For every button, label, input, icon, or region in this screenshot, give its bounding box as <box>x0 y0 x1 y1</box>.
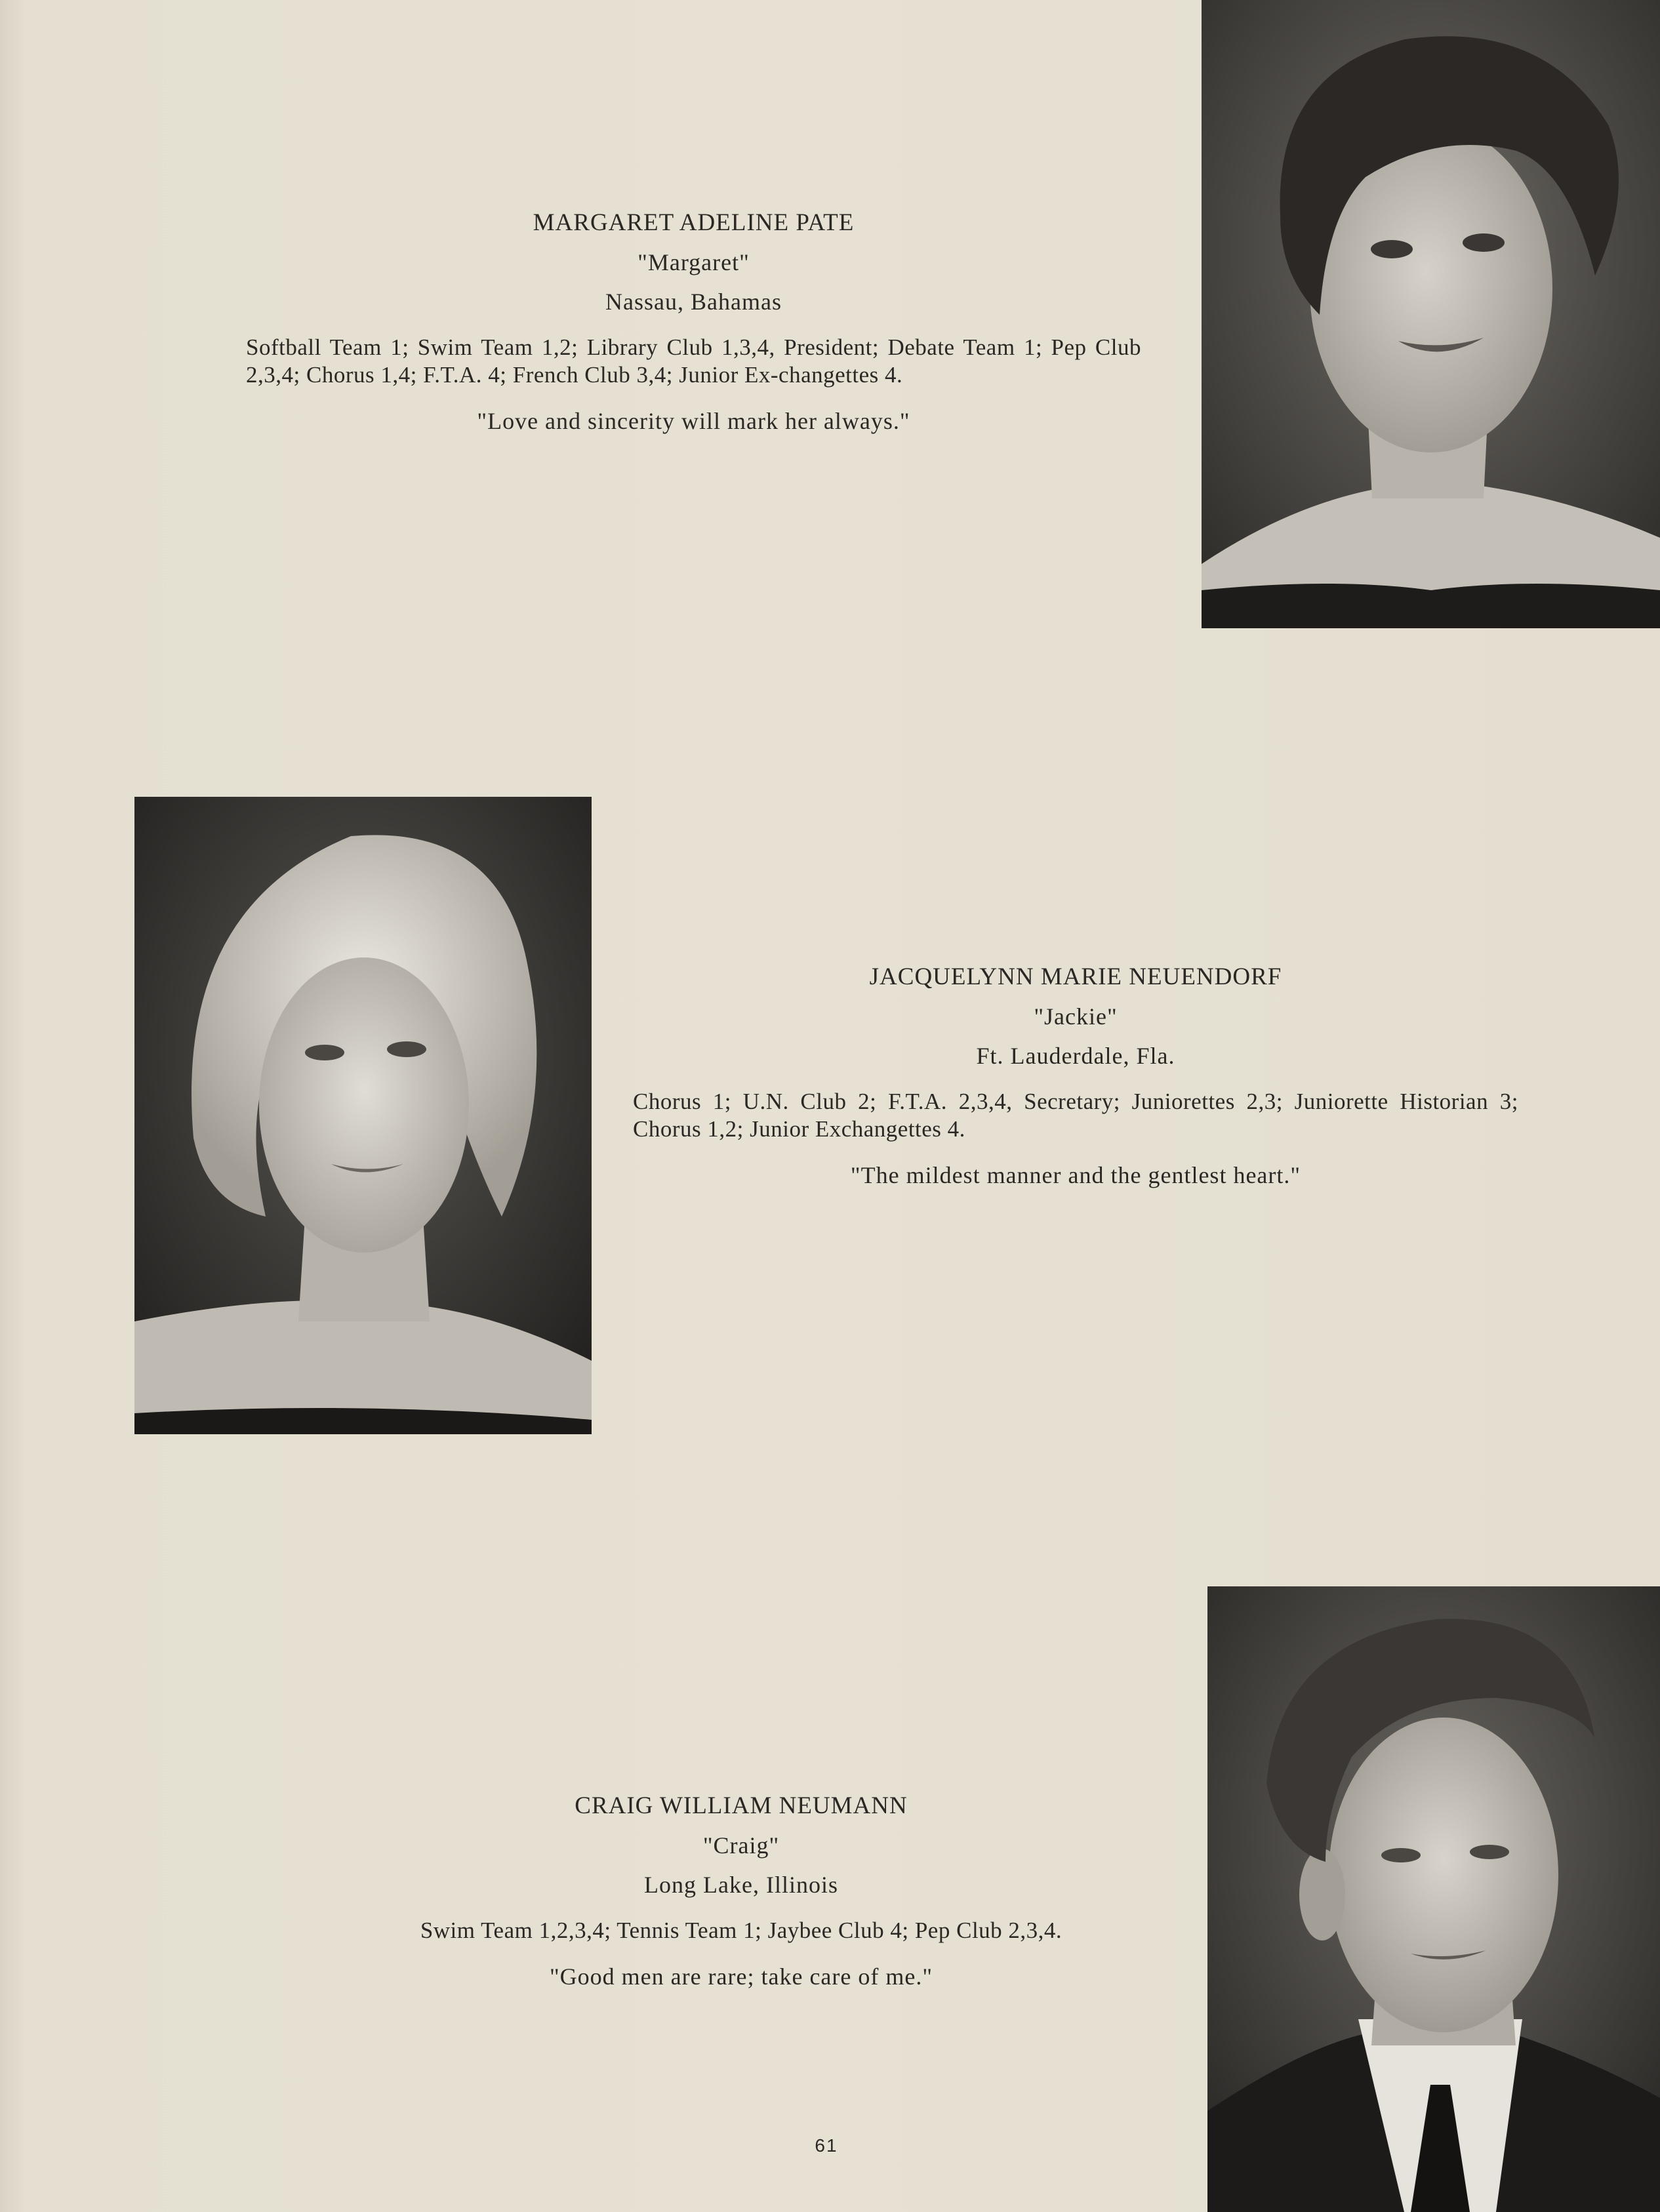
portrait-photo-craig <box>1207 1586 1660 2212</box>
student-name: CRAIG WILLIAM NEUMANN <box>575 1792 908 1819</box>
entry-jackie <box>633 963 1518 1189</box>
entry-margaret <box>246 209 1141 435</box>
student-quote: "Love and sincerity will mark her always." <box>477 408 910 434</box>
student-nickname: "Jackie" <box>1034 1003 1118 1030</box>
student-hometown: Ft. Lauderdale, Fla. <box>976 1043 1175 1069</box>
student-activities: Chorus 1; U.N. Club 2; F.T.A. 2,3,4, Secretary; Juniorettes 2,3; Juniorette Historian 3; Chorus 1,2; Junior Exchangettes 4. <box>633 1089 1518 1142</box>
student-hometown: Nassau, Bahamas <box>605 289 782 315</box>
student-activities: Softball Team 1; Swim Team 1,2; Library Club 1,3,4, President; Debate Team 1; Pep Club 2,3,4; Chorus 1,4; F.T.A. 4; French Club 3,4; Junior Ex-changettes 4. <box>246 334 1141 388</box>
student-name: MARGARET ADELINE PATE <box>533 209 855 236</box>
student-nickname: "Craig" <box>702 1832 780 1859</box>
student-quote: "The mildest manner and the gentlest heart." <box>850 1162 1301 1188</box>
student-activities: Swim Team 1,2,3,4; Tennis Team 1; Jaybee Club 4; Pep Club 2,3,4. <box>420 1918 1063 1943</box>
portrait-photo-margaret <box>1202 0 1660 628</box>
student-nickname: "Margaret" <box>638 249 750 275</box>
portrait-photo-jackie <box>134 797 592 1434</box>
student-hometown: Long Lake, Illinois <box>644 1872 838 1898</box>
student-quote: "Good men are rare; take care of me." <box>549 1963 933 1990</box>
student-name: JACQUELYNN MARIE NEUENDORF <box>869 963 1282 990</box>
entry-craig <box>315 1792 1167 1990</box>
page-number: 61 <box>815 2135 838 2156</box>
